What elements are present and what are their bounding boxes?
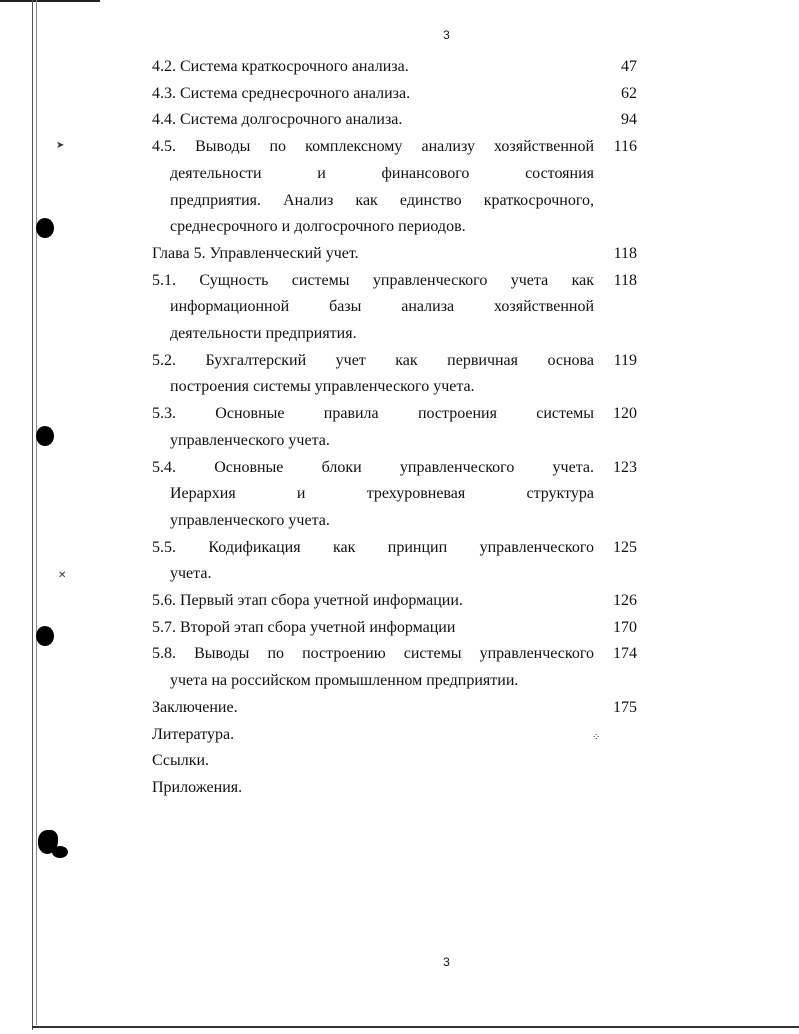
scan-border-left: [32, 0, 33, 1030]
toc-entry: [152, 588, 637, 615]
toc-entry-line-text: деятельности предприятия.: [170, 325, 357, 343]
toc-entry-line: [152, 81, 594, 108]
toc-entry-page: 94: [621, 111, 637, 129]
toc-entry-page: 118: [613, 244, 637, 262]
toc-entry-line-text: управленческого учета.: [170, 431, 330, 449]
toc-entry-line: [152, 722, 594, 749]
toc-entry-number: 5.7.: [152, 618, 176, 636]
toc-entry-line: [152, 668, 594, 695]
toc-entry-line-text: Выводы по построению системы управленческого: [194, 645, 595, 663]
scan-speck: ⁘: [592, 732, 601, 743]
toc-entry-title: [152, 455, 594, 535]
toc-entry: [152, 722, 637, 749]
toc-entry-line: [152, 401, 594, 428]
toc-entry-line: [152, 294, 594, 321]
toc-entry-number: 5.5.: [152, 538, 176, 556]
toc-entry-line: [152, 508, 594, 535]
toc-entry-page: 116: [613, 138, 637, 156]
toc-entry: [152, 134, 637, 241]
toc-entry-title: [152, 615, 594, 642]
toc-entry-title: [152, 54, 594, 81]
toc-entry-line: [152, 214, 594, 241]
toc-entry-line: [152, 641, 594, 668]
toc-entry-line: [152, 241, 594, 268]
toc-entry-line-text: Глава 5. Управленческий учет.: [152, 244, 359, 262]
toc-entry-line-text: Основные правила построения системы: [215, 405, 594, 423]
toc-entry-line: [152, 188, 594, 215]
toc-entry: [152, 268, 637, 348]
toc-entry: [152, 695, 637, 722]
toc-entry: [152, 748, 637, 775]
toc-entry-line-text: информационной базы анализа хозяйственной: [170, 298, 594, 316]
toc-entry-title: [152, 268, 594, 348]
toc-entry-page: 47: [621, 58, 637, 75]
toc-entry-page: 125: [613, 538, 637, 556]
table-of-contents: [152, 54, 637, 802]
toc-entry-number: 4.4.: [152, 111, 176, 129]
page-number-top: 3: [443, 28, 450, 42]
toc-entry-page: 175: [613, 698, 637, 716]
toc-entry-line-text: учета на российском промышленном предприятии.: [170, 672, 519, 690]
toc-entry: [152, 348, 637, 401]
toc-entry-title: [152, 241, 594, 268]
toc-entry-title: [152, 775, 594, 802]
toc-entry-page: 120: [613, 405, 637, 423]
toc-entry-line-text: Второй этап сбора учетной информации: [180, 618, 456, 636]
toc-entry-page: 119: [613, 351, 637, 369]
toc-entry-line: [152, 615, 594, 642]
toc-entry-number: 4.3.: [152, 84, 176, 102]
toc-entry-title: [152, 107, 594, 134]
toc-entry-line-text: Кодификация как принцип управленческого: [208, 538, 594, 556]
toc-entry-line: [152, 561, 594, 588]
toc-entry-line-text: деятельности и финансового состояния: [170, 164, 594, 182]
toc-entry-line-text: Иерархия и трехуровневая структура: [170, 485, 594, 503]
toc-entry-line: [152, 161, 594, 188]
toc-entry-line: [152, 695, 594, 722]
toc-entry-page: 174: [613, 645, 637, 663]
toc-entry-line-text: Выводы по комплексному анализу хозяйственной: [195, 138, 595, 156]
toc-entry-line-text: учета.: [170, 565, 212, 583]
toc-entry-line: [152, 428, 594, 455]
toc-entry-number: 4.5.: [152, 138, 176, 156]
toc-entry-line: [152, 107, 594, 134]
toc-entry-line: [152, 321, 594, 348]
toc-entry: [152, 241, 637, 268]
toc-entry-title: [152, 134, 594, 241]
toc-entry-line-text: Первый этап сбора учетной информации.: [180, 592, 463, 610]
toc-entry-title: [152, 81, 594, 108]
punch-hole: [36, 218, 54, 238]
punch-hole: [36, 626, 54, 646]
ink-blot: [52, 846, 68, 858]
toc-entry-line-text: Бухгалтерский учет как первичная основа: [205, 351, 594, 369]
toc-entry-page: 62: [621, 84, 637, 102]
toc-entry-line-text: Система краткосрочного анализа.: [180, 58, 409, 75]
toc-entry-title: [152, 641, 594, 694]
toc-entry-line: [152, 268, 594, 295]
toc-entry-number: 5.2.: [152, 351, 176, 369]
toc-entry-line: [152, 775, 594, 802]
toc-entry-page: 123: [613, 458, 637, 476]
toc-entry-title: [152, 535, 594, 588]
toc-entry: [152, 775, 637, 802]
toc-entry-page: 170: [613, 618, 637, 636]
toc-entry-line: [152, 588, 594, 615]
toc-entry: [152, 455, 637, 535]
toc-entry-number: 5.4.: [152, 458, 176, 476]
toc-entry-line-text: среднесрочного и долгосрочного периодов.: [170, 218, 466, 236]
scan-border-bottom: [32, 1026, 799, 1028]
toc-entry-page: 118: [613, 271, 637, 289]
toc-entry-title: [152, 401, 594, 454]
toc-entry-number: 5.8.: [152, 645, 176, 663]
toc-entry-line: [152, 535, 594, 562]
toc-entry-line-text: Приложения.: [152, 778, 243, 796]
toc-entry-line-text: Основные блоки управленческого учета.: [214, 458, 594, 476]
toc-entry-line-text: Система долгосрочного анализа.: [180, 111, 403, 129]
scan-border-top: [0, 0, 100, 2]
toc-entry-line-text: построения системы управленческого учета.: [170, 378, 475, 396]
toc-entry-line: [152, 54, 594, 81]
toc-entry-line: [152, 455, 594, 482]
scan-speck: ➤: [56, 140, 65, 151]
punch-hole: [36, 426, 54, 446]
toc-entry: [152, 107, 637, 134]
toc-entry: [152, 615, 637, 642]
toc-entry-line: [152, 481, 594, 508]
toc-entry-title: [152, 348, 594, 401]
toc-entry-line-text: Система среднесрочного анализа.: [180, 84, 411, 102]
toc-entry: [152, 401, 637, 454]
toc-entry-number: 4.2.: [152, 58, 176, 75]
scan-speck: ✕: [58, 570, 67, 581]
toc-entry-line-text: Сущность системы управленческого учета как: [199, 271, 595, 289]
toc-entry-title: [152, 748, 594, 775]
toc-entry: [152, 535, 637, 588]
toc-entry-title: [152, 695, 594, 722]
toc-entry: [152, 54, 637, 81]
toc-entry-number: 5.1.: [152, 271, 176, 289]
toc-entry-line: [152, 748, 594, 775]
toc-entry-number: 5.6.: [152, 592, 176, 610]
toc-entry-line-text: Заключение.: [152, 698, 238, 716]
scan-border-left-inner: [36, 0, 37, 1025]
toc-entry: [152, 641, 637, 694]
toc-entry-line-text: Литература.: [152, 725, 235, 743]
toc-entry-line-text: предприятия. Анализ как единство краткосрочного,: [170, 191, 594, 209]
toc-entry-page: 126: [613, 592, 637, 610]
toc-entry-line: [152, 374, 594, 401]
toc-entry-number: 5.3.: [152, 405, 176, 423]
toc-entry-title: [152, 722, 594, 749]
toc-entry-title: [152, 588, 594, 615]
page-number-bottom: 3: [443, 955, 450, 969]
toc-entry-line-text: Ссылки.: [152, 752, 210, 770]
toc-entry-line-text: управленческого учета.: [170, 511, 330, 529]
toc-entry-line: [152, 348, 594, 375]
toc-entry-line: [152, 134, 594, 161]
toc-entry: [152, 81, 637, 108]
